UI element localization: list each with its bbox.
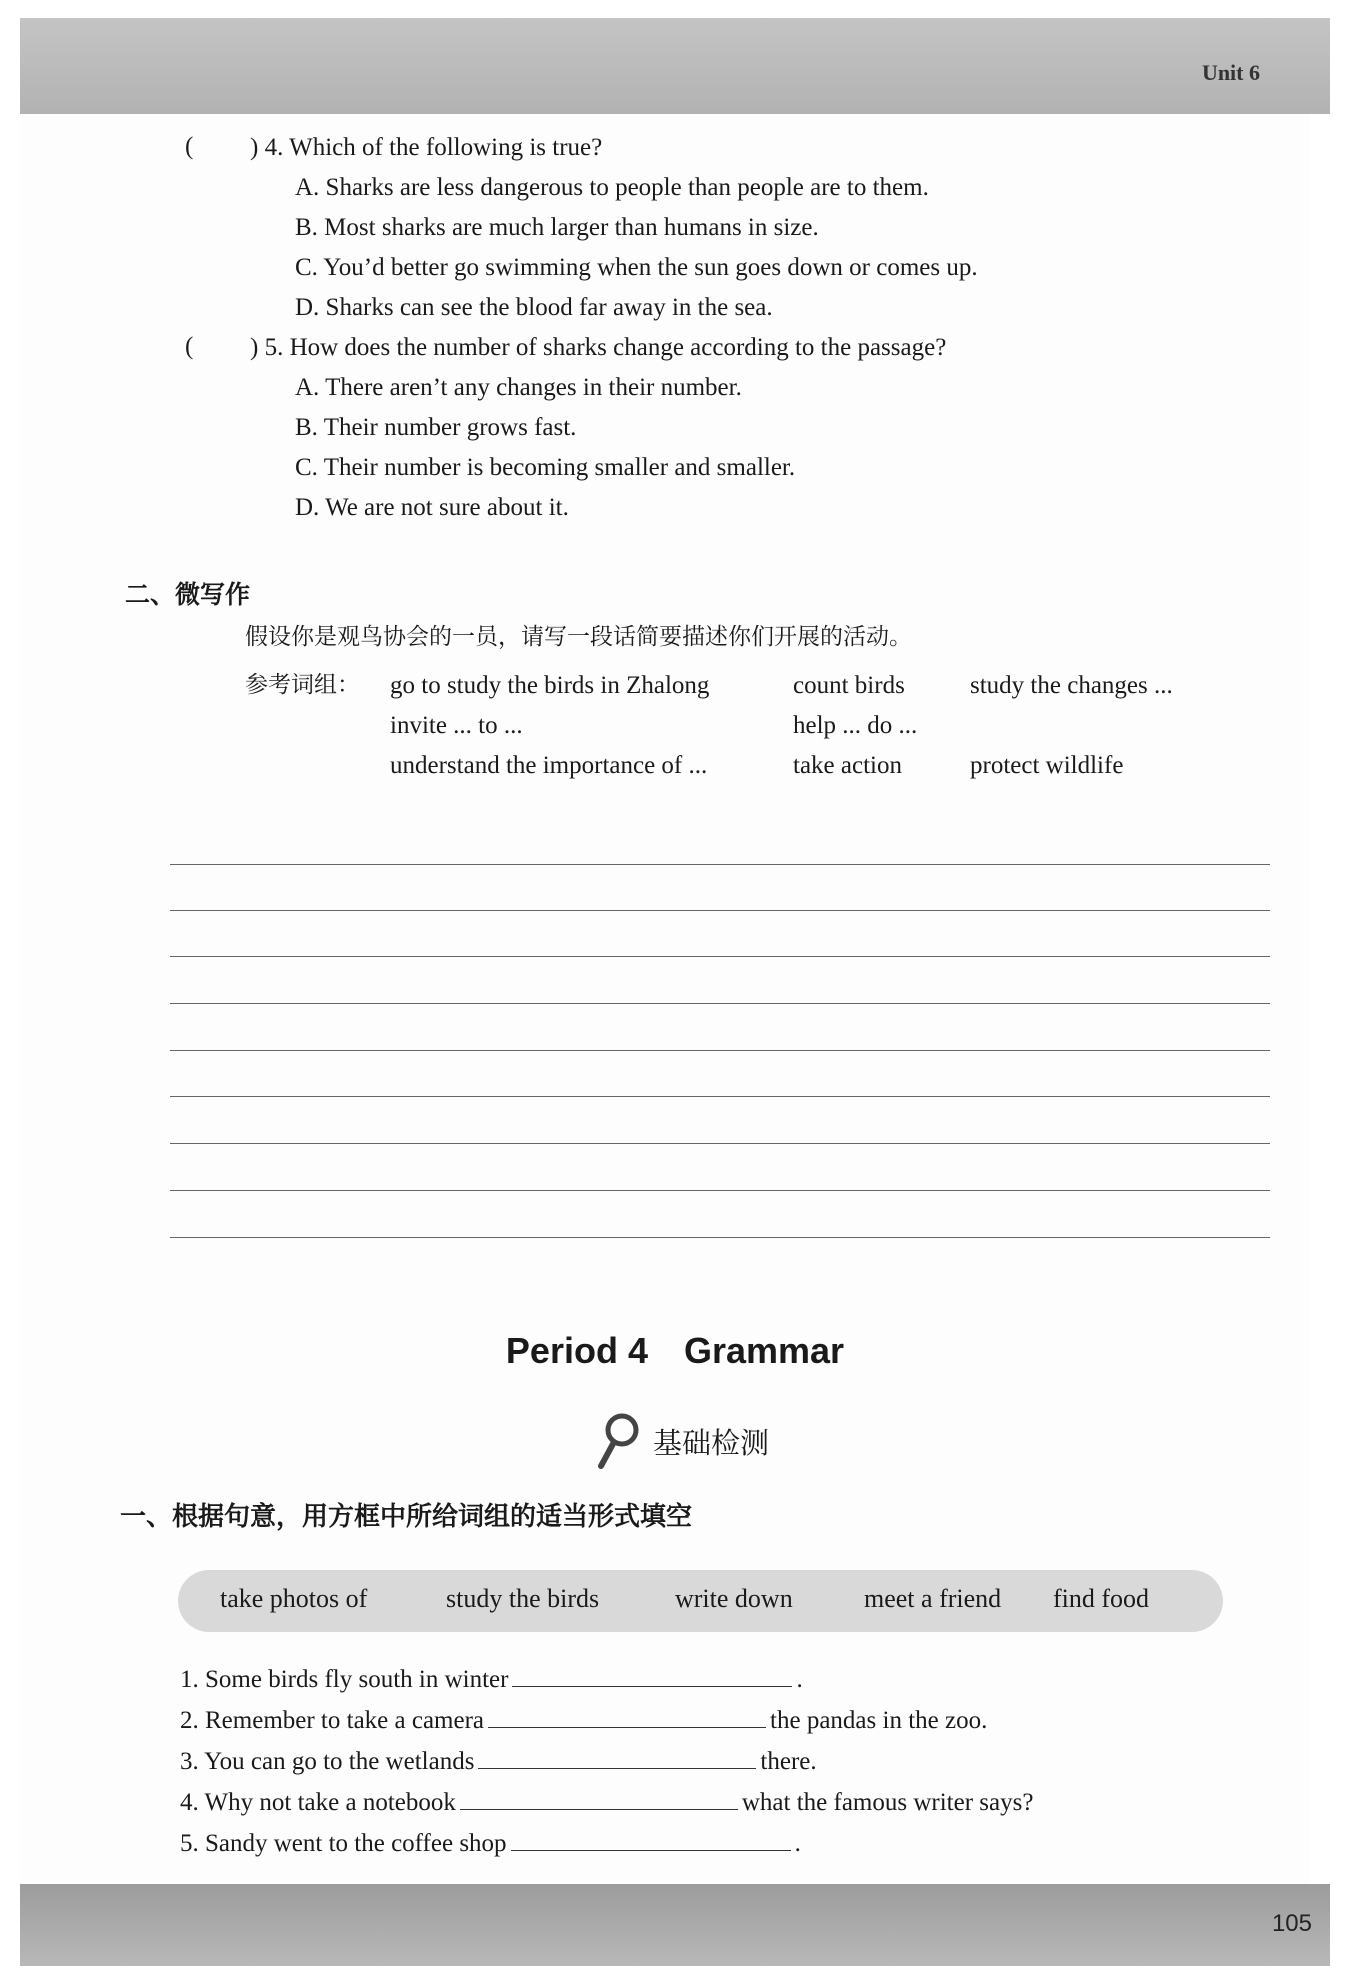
- item-text-after: what the famous writer says?: [741, 1789, 1034, 1816]
- phrase: understand the importance of ...: [390, 752, 708, 779]
- writing-line[interactable]: [170, 1096, 1270, 1097]
- phrase: take action: [793, 752, 902, 779]
- period-name: Grammar: [683, 1330, 845, 1371]
- writing-line[interactable]: [170, 1190, 1270, 1191]
- fill-item: [180, 1826, 801, 1859]
- word-option: study the birds: [446, 1584, 600, 1613]
- writing-line[interactable]: [170, 1143, 1270, 1144]
- item-text: 5. Sandy went to the coffee shop: [180, 1830, 507, 1857]
- word-box: [178, 1570, 1223, 1632]
- question-stem: ) 5. How does the number of sharks change according to the passage?: [250, 334, 947, 361]
- writing-line[interactable]: [170, 864, 1270, 865]
- answer-paren: (: [185, 133, 194, 160]
- fill-item: [180, 1703, 987, 1736]
- option: A. Sharks are less dangerous to people than people are to them.: [295, 174, 929, 201]
- period-title: [0, 1330, 1350, 1372]
- option: C. Their number is becoming smaller and smaller.: [295, 454, 796, 481]
- period-number: Period 4: [505, 1330, 648, 1371]
- answer-paren: (: [185, 333, 194, 360]
- magnifier-icon: [595, 1412, 641, 1470]
- option: D. Sharks can see the blood far away in the sea.: [295, 294, 773, 321]
- writing-line[interactable]: [170, 1050, 1270, 1051]
- section-heading-writing: 二、微写作: [125, 580, 251, 609]
- phrase: help ... do ...: [793, 712, 918, 739]
- writing-line[interactable]: [170, 910, 1270, 911]
- option: C. You’d better go swimming when the sun goes down or comes up.: [295, 254, 978, 281]
- question-stem: ) 4. Which of the following is true?: [250, 134, 603, 161]
- option: A. There aren’t any changes in their number.: [295, 374, 742, 401]
- phrase: count birds: [793, 672, 905, 699]
- phrase: protect wildlife: [970, 752, 1124, 779]
- top-band: [20, 18, 1330, 114]
- unit-label: Unit 6: [1201, 60, 1260, 85]
- answer-blank[interactable]: [478, 1744, 756, 1769]
- item-text-after: the pandas in the zoo.: [770, 1707, 988, 1734]
- item-text-after: .: [794, 1830, 801, 1857]
- fill-item: [180, 1744, 817, 1777]
- word-option: write down: [675, 1584, 793, 1613]
- item-text-after: there.: [760, 1748, 817, 1775]
- item-text: 2. Remember to take a camera: [180, 1707, 485, 1734]
- option: B. Their number grows fast.: [295, 414, 577, 441]
- item-text: 1. Some birds fly south in winter: [180, 1666, 509, 1693]
- word-option: meet a friend: [864, 1584, 1002, 1613]
- word-option: find food: [1053, 1584, 1150, 1613]
- answer-blank[interactable]: [511, 1826, 791, 1851]
- writing-prompt: 假设你是观鸟协会的一员，请写一段话简要描述你们开展的活动。: [245, 624, 912, 650]
- option: B. Most sharks are much larger than humans in size.: [295, 214, 819, 241]
- word-option: take photos of: [220, 1584, 368, 1613]
- answer-blank[interactable]: [460, 1785, 738, 1810]
- writing-line[interactable]: [170, 1003, 1270, 1004]
- writing-line[interactable]: [170, 1237, 1270, 1238]
- writing-line[interactable]: [170, 956, 1270, 957]
- section-heading-exercise: 一、根据句意，用方框中所给词组的适当形式填空: [120, 1502, 693, 1532]
- basic-check-label: 基础检测: [653, 1425, 770, 1460]
- item-text: 4. Why not take a notebook: [180, 1789, 456, 1816]
- item-text: 3. You can go to the wetlands: [180, 1748, 475, 1775]
- phrase: go to study the birds in Zhalong: [390, 672, 710, 699]
- fill-item: [180, 1785, 1033, 1818]
- reference-label: 参考词组：: [245, 672, 360, 698]
- option: D. We are not sure about it.: [295, 494, 569, 521]
- page-number: 105: [1271, 1910, 1312, 1937]
- phrase: invite ... to ...: [390, 712, 523, 739]
- phrase: study the changes ...: [970, 672, 1173, 699]
- basic-check-title: [595, 1412, 769, 1470]
- bottom-band: [20, 1884, 1330, 1966]
- answer-blank[interactable]: [512, 1662, 792, 1687]
- fill-item: [180, 1662, 803, 1695]
- answer-blank[interactable]: [488, 1703, 766, 1728]
- item-text-after: .: [796, 1666, 803, 1693]
